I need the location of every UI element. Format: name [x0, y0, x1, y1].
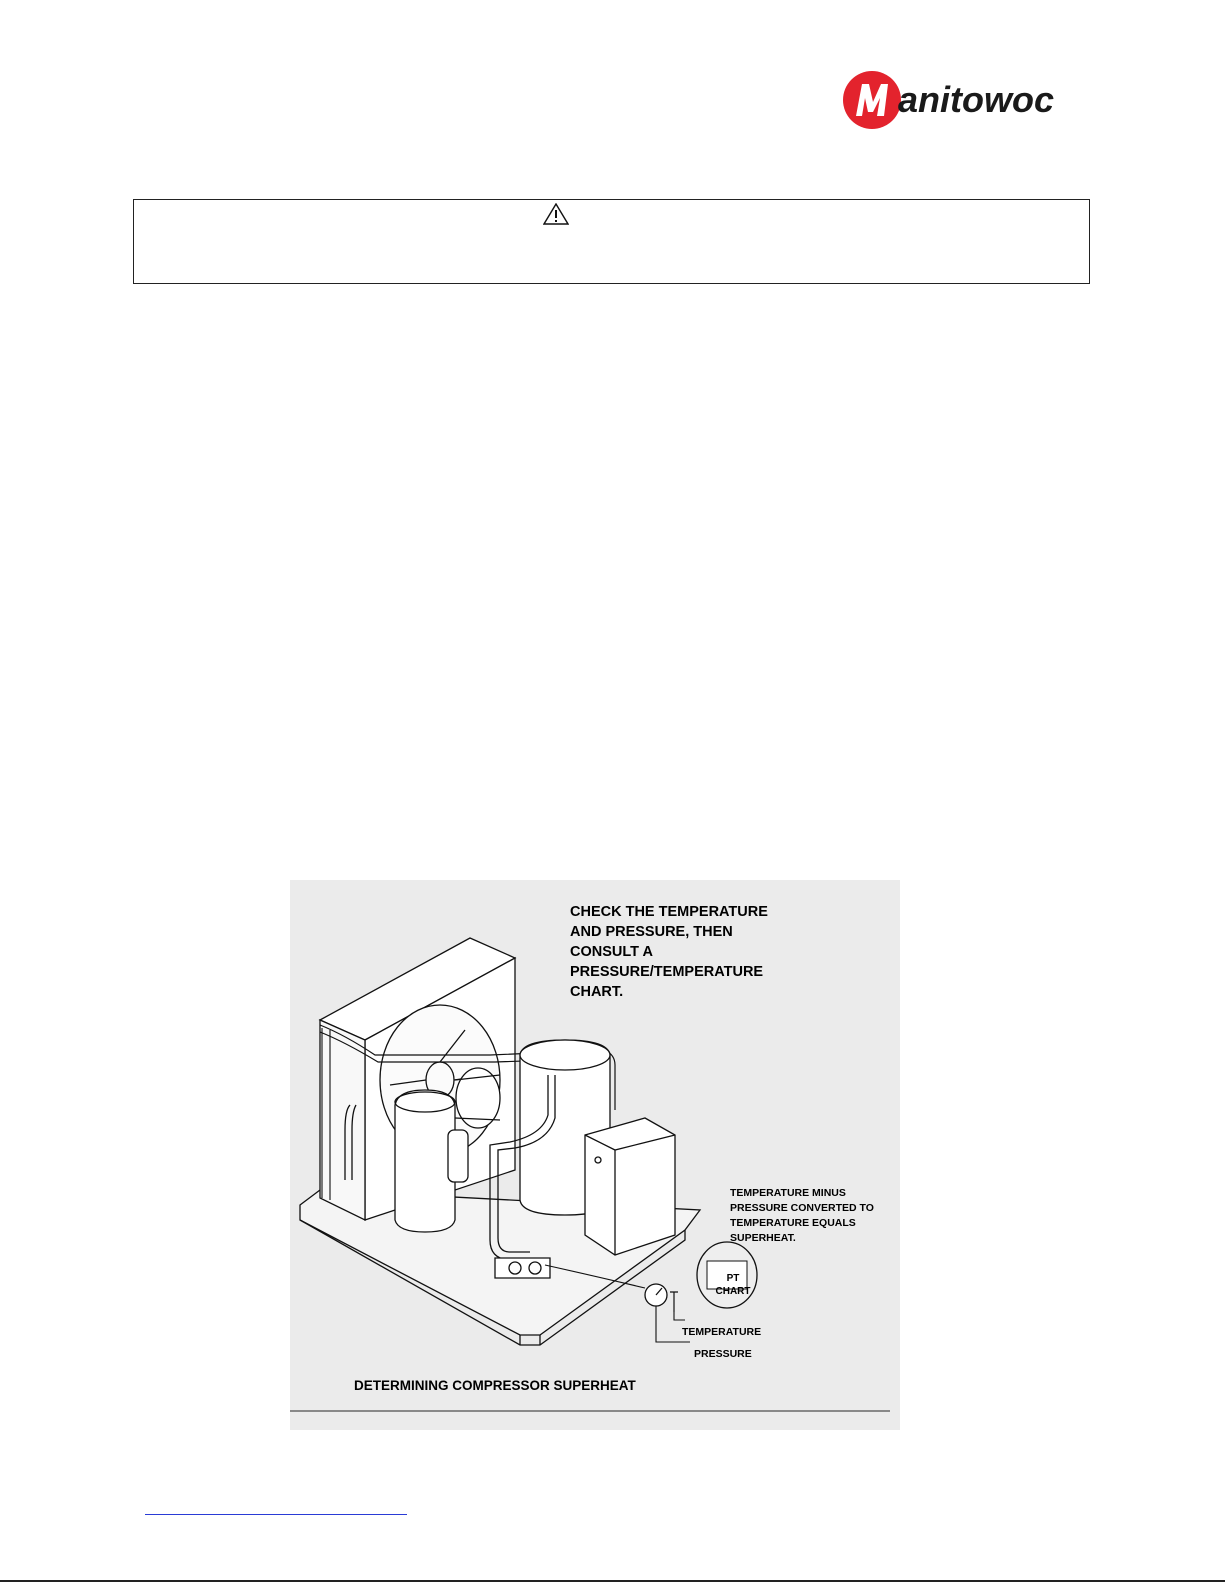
warning-triangle-icon: [543, 203, 569, 225]
temperature-label: TEMPERATURE: [682, 1326, 762, 1338]
svg-text:anitowoc: anitowoc: [898, 79, 1055, 120]
check-temperature-note: CHECK THE TEMPERATURE AND PRESSURE, THEN CONSULT A PRESSURE/TEMPERATURE CHART.: [570, 904, 768, 1000]
pt-chart-label: PT CHART: [715, 1273, 751, 1297]
footer-link[interactable]: [145, 1500, 407, 1515]
superheat-formula-note: TEMPERATURE MINUS PRESSURE CONVERTED TO TEMPERATURE EQUALS SUPERHEAT.: [730, 1187, 874, 1244]
warning-box: [133, 199, 1090, 284]
figure-caption: DETERMINING COMPRESSOR SUPERHEAT: [354, 1378, 636, 1393]
manitowoc-logo: [842, 68, 1082, 132]
superheat-figure: [290, 880, 900, 1430]
pressure-label: PRESSURE: [694, 1348, 752, 1360]
page-bottom-rule: [0, 1580, 1225, 1582]
